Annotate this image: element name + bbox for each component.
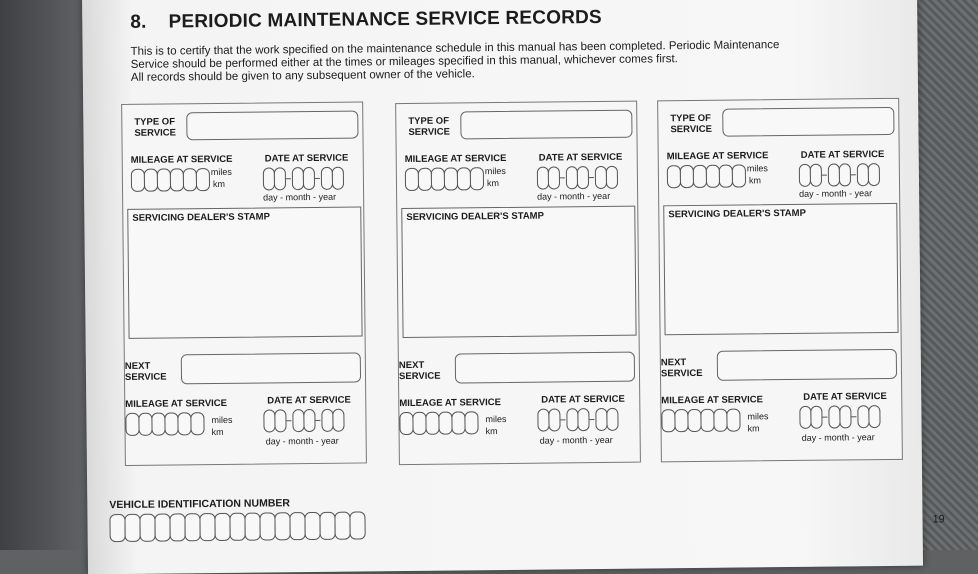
digit-box[interactable] xyxy=(680,165,694,188)
digit-box[interactable] xyxy=(425,412,439,435)
date-at-service-label: DATE AT SERVICE xyxy=(800,148,885,161)
date-at-service-label: DATE AT SERVICE xyxy=(264,152,349,165)
dealer-stamp-area xyxy=(127,206,362,338)
date-separator xyxy=(851,416,856,418)
digit-box[interactable] xyxy=(687,409,701,432)
digit-box[interactable] xyxy=(196,168,210,191)
digit-box[interactable] xyxy=(274,167,286,190)
intro-text xyxy=(131,38,891,85)
vin-label: VEHICLE IDENTIFICATION NUMBER xyxy=(109,497,291,512)
mileage-at-service-label: MILEAGE AT SERVICE xyxy=(404,152,507,166)
next-date-label: DATE AT SERVICE xyxy=(541,393,625,406)
dealer-stamp-area xyxy=(663,203,898,335)
digit-box[interactable] xyxy=(289,512,305,540)
next-date-label: DATE AT SERVICE xyxy=(803,390,887,403)
next-service-field[interactable] xyxy=(455,352,635,384)
next-date-label: DATE AT SERVICE xyxy=(267,394,351,407)
date-separator xyxy=(589,419,594,421)
digit-box[interactable] xyxy=(319,512,335,540)
km-unit: km xyxy=(748,175,762,186)
next-date-format-hint: day - month - year xyxy=(801,432,875,443)
digit-box[interactable] xyxy=(151,413,165,436)
digit-box[interactable] xyxy=(139,514,155,542)
next-date-boxes[interactable] xyxy=(537,408,617,432)
mileage-digit-boxes[interactable] xyxy=(405,167,483,191)
digit-box[interactable] xyxy=(457,167,471,190)
type-of-service-label: TYPE OF SERVICE xyxy=(670,112,713,136)
digit-box[interactable] xyxy=(548,408,560,431)
service-record-card xyxy=(395,101,641,466)
digit-box[interactable] xyxy=(606,166,618,189)
digit-box[interactable] xyxy=(144,169,158,192)
next-date-format-hint: day - month - year xyxy=(539,434,613,446)
digit-box[interactable] xyxy=(431,168,445,191)
digit-box[interactable] xyxy=(124,514,140,542)
mileage-digit-boxes[interactable] xyxy=(131,168,209,192)
miles-unit: miles xyxy=(484,165,506,177)
digit-box[interactable] xyxy=(334,512,350,540)
digit-box[interactable] xyxy=(412,412,426,435)
next-mileage-digit-boxes[interactable] xyxy=(661,409,739,433)
next-km-unit: km xyxy=(211,426,224,438)
digit-box[interactable] xyxy=(577,408,589,431)
digit-box[interactable] xyxy=(183,168,197,191)
next-miles-unit: miles xyxy=(485,413,507,425)
date-separator xyxy=(822,174,827,176)
intro-line-1: This is to certify that the work specified on the maintenance schedule in this manual has been completed. Periodic Maintenance xyxy=(130,39,780,58)
digit-box[interactable] xyxy=(131,169,145,192)
next-date-boxes[interactable] xyxy=(799,405,879,429)
digit-box[interactable] xyxy=(661,409,675,432)
date-at-service-label: DATE AT SERVICE xyxy=(538,151,623,164)
digit-box[interactable] xyxy=(170,168,184,191)
manual-page xyxy=(82,0,945,574)
next-service-field[interactable] xyxy=(717,349,897,381)
digit-box[interactable] xyxy=(164,412,178,435)
digit-box[interactable] xyxy=(399,412,413,435)
dealer-stamp-label: SERVICING DEALER'S STAMP xyxy=(668,207,806,221)
digit-box[interactable] xyxy=(169,513,185,541)
mileage-digit-boxes[interactable] xyxy=(667,164,745,188)
intro-line-3: All records should be given to any subsequent owner of the vehicle. xyxy=(130,68,475,84)
type-of-service-field[interactable] xyxy=(722,107,894,137)
type-of-service-field[interactable] xyxy=(460,110,632,140)
date-format-hint: day - month - year xyxy=(799,188,873,199)
digit-box[interactable] xyxy=(109,514,125,542)
service-record-card xyxy=(657,98,903,463)
date-format-hint: day - month - year xyxy=(537,190,611,202)
mileage-at-service-label: MILEAGE AT SERVICE xyxy=(666,150,769,163)
digit-box[interactable] xyxy=(190,412,204,435)
digit-box[interactable] xyxy=(606,408,618,431)
miles-unit: miles xyxy=(210,166,232,178)
digit-box[interactable] xyxy=(138,413,152,436)
digit-box[interactable] xyxy=(700,409,714,432)
digit-box[interactable] xyxy=(332,167,344,190)
digit-box[interactable] xyxy=(154,513,170,541)
digit-box[interactable] xyxy=(405,168,419,191)
digit-box[interactable] xyxy=(667,165,681,188)
digit-box[interactable] xyxy=(438,412,452,435)
date-separator xyxy=(286,178,291,180)
next-miles-unit: miles xyxy=(747,411,769,422)
digit-box[interactable] xyxy=(274,512,290,540)
date-separator xyxy=(315,178,320,180)
next-mileage-digit-boxes[interactable] xyxy=(125,412,203,436)
dealer-stamp-label: SERVICING DEALER'S STAMP xyxy=(406,210,544,224)
date-separator xyxy=(589,177,594,179)
digit-box[interactable] xyxy=(125,413,139,436)
digit-box[interactable] xyxy=(719,165,733,188)
date-separator xyxy=(851,174,856,176)
digit-box[interactable] xyxy=(451,411,465,434)
digit-box[interactable] xyxy=(177,412,191,435)
digit-box[interactable] xyxy=(693,165,707,188)
date-separator xyxy=(560,177,565,179)
type-of-service-label: TYPE OF SERVICE xyxy=(408,115,451,138)
digit-box[interactable] xyxy=(444,167,458,190)
next-date-boxes[interactable] xyxy=(263,409,343,433)
digit-box[interactable] xyxy=(810,164,822,187)
date-separator xyxy=(822,416,827,418)
digit-box[interactable] xyxy=(332,409,344,432)
digit-box[interactable] xyxy=(706,165,720,188)
next-service-label: NEXT SERVICE xyxy=(398,359,441,383)
digit-box[interactable] xyxy=(304,512,320,540)
next-mileage-label: MILEAGE AT SERVICE xyxy=(125,397,228,410)
date-separator xyxy=(286,420,291,422)
digit-box[interactable] xyxy=(713,409,727,432)
digit-box[interactable] xyxy=(548,166,560,189)
intro-line-2: Service should be performed either at the times or mileages specified in this manual, whichever comes first. xyxy=(130,53,678,71)
service-record-card xyxy=(121,101,367,466)
next-mileage-label: MILEAGE AT SERVICE xyxy=(661,394,764,407)
next-date-format-hint: day - month - year xyxy=(265,435,339,447)
section-number: 8. xyxy=(130,11,147,33)
digit-box[interactable] xyxy=(868,405,880,428)
mileage-at-service-label: MILEAGE AT SERVICE xyxy=(130,153,233,166)
digit-box[interactable] xyxy=(349,511,365,539)
digit-box[interactable] xyxy=(157,168,171,191)
next-mileage-label: MILEAGE AT SERVICE xyxy=(399,397,502,410)
next-miles-unit: miles xyxy=(211,414,233,426)
digit-box[interactable] xyxy=(303,167,315,190)
digit-box[interactable] xyxy=(674,409,688,432)
digit-box[interactable] xyxy=(259,512,275,540)
next-service-field[interactable] xyxy=(181,352,361,384)
digit-box[interactable] xyxy=(184,513,200,541)
digit-box[interactable] xyxy=(214,513,230,541)
page-number: 19 xyxy=(932,513,945,526)
type-of-service-field[interactable] xyxy=(186,111,358,141)
miles-unit: miles xyxy=(746,163,768,174)
service-date-boxes[interactable] xyxy=(263,167,343,191)
date-separator xyxy=(315,420,320,422)
digit-box[interactable] xyxy=(577,166,589,189)
digit-box[interactable] xyxy=(274,409,286,432)
km-unit: km xyxy=(212,178,226,190)
digit-box[interactable] xyxy=(244,513,260,541)
digit-box[interactable] xyxy=(229,513,245,541)
digit-box[interactable] xyxy=(464,411,478,434)
digit-box[interactable] xyxy=(470,167,484,190)
date-separator xyxy=(560,419,565,421)
next-service-label: NEXT SERVICE xyxy=(124,360,167,383)
dealer-stamp-area xyxy=(401,206,636,338)
next-service-label: NEXT SERVICE xyxy=(660,357,703,380)
next-mileage-digit-boxes[interactable] xyxy=(399,411,477,435)
section-title xyxy=(130,7,602,34)
date-format-hint: day - month - year xyxy=(263,191,337,203)
type-of-service-label: TYPE OF SERVICE xyxy=(134,116,177,139)
digit-box[interactable] xyxy=(839,405,851,428)
section-heading: PERIODIC MAINTENANCE SERVICE RECORDS xyxy=(168,6,602,33)
digit-box[interactable] xyxy=(732,164,746,187)
digit-box[interactable] xyxy=(868,163,880,186)
service-date-boxes[interactable] xyxy=(537,166,617,190)
digit-box[interactable] xyxy=(810,406,822,429)
vin-entry-field[interactable] xyxy=(109,511,364,542)
next-km-unit: km xyxy=(485,426,498,437)
next-km-unit: km xyxy=(747,423,760,434)
digit-box[interactable] xyxy=(199,513,215,541)
dealer-stamp-label: SERVICING DEALER'S STAMP xyxy=(132,211,270,224)
service-date-boxes[interactable] xyxy=(799,163,879,187)
digit-box[interactable] xyxy=(303,409,315,432)
digit-box[interactable] xyxy=(418,168,432,191)
digit-box[interactable] xyxy=(839,163,851,186)
km-unit: km xyxy=(486,178,500,189)
digit-box[interactable] xyxy=(726,409,740,432)
